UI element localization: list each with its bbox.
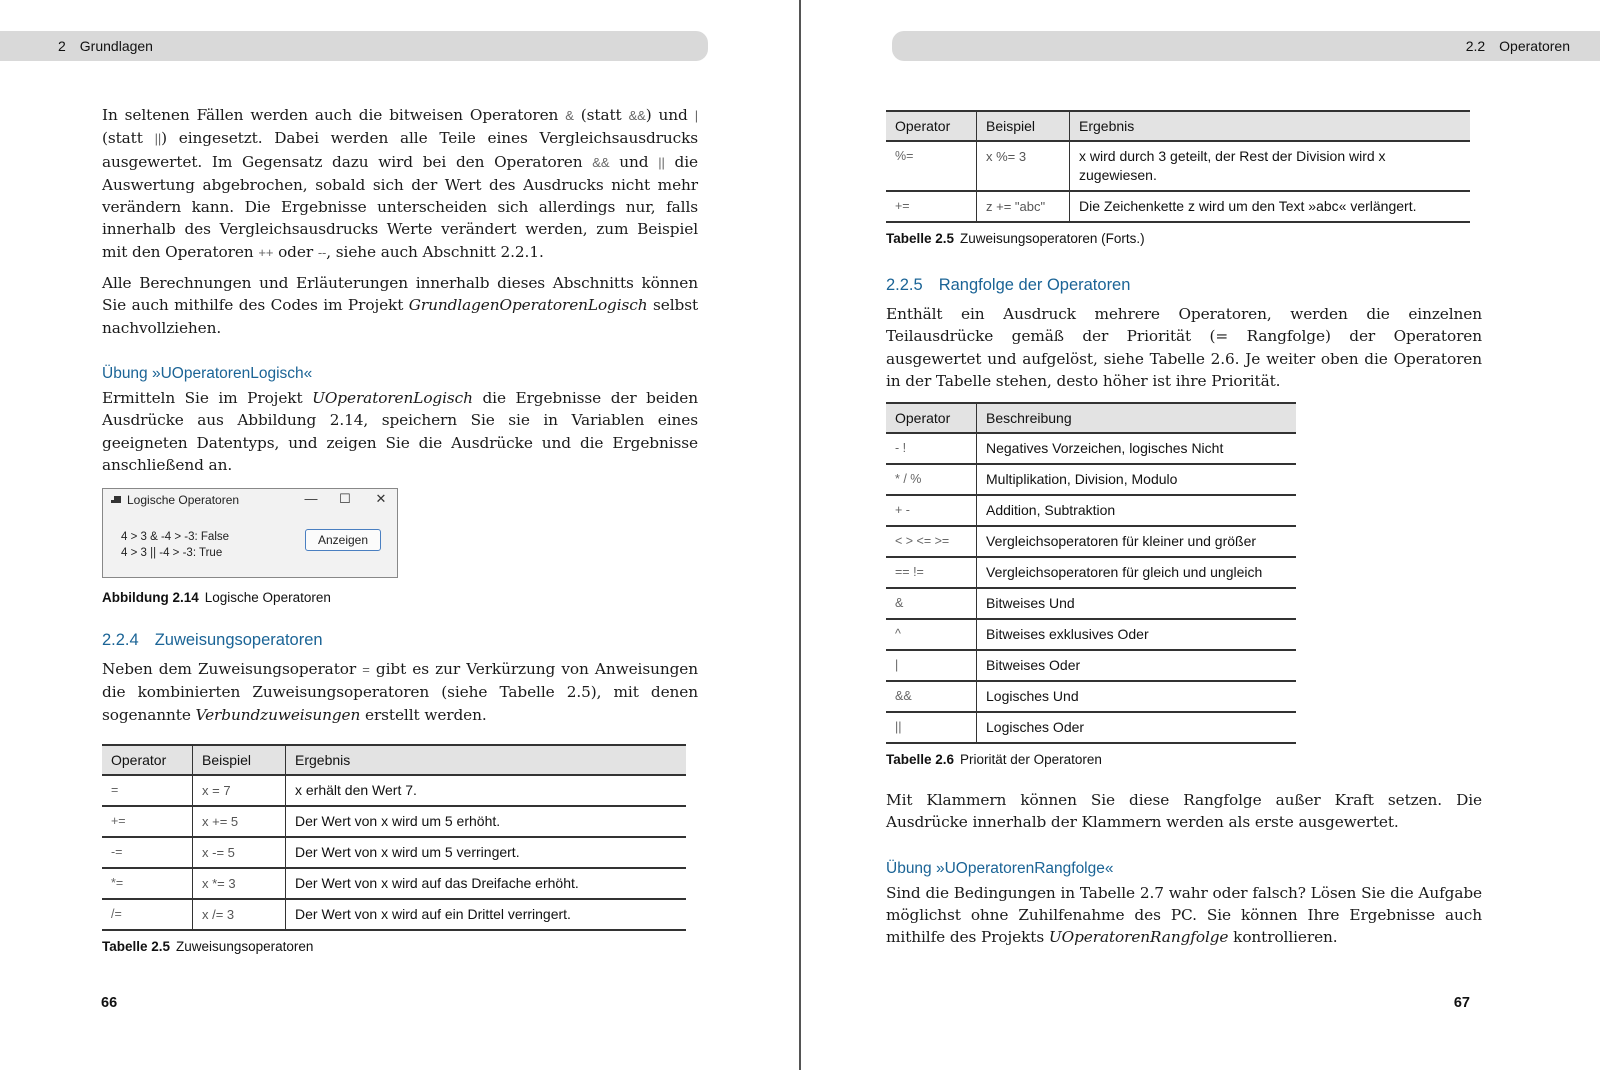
running-head xyxy=(0,31,708,61)
running-head xyxy=(892,31,1600,61)
result-lines xyxy=(121,529,229,561)
assignment-operators-table xyxy=(102,744,686,931)
maximize-icon[interactable]: ☐ xyxy=(339,491,351,507)
table-row: || Logisches Oder xyxy=(886,712,1296,743)
close-icon[interactable]: ✕ xyxy=(375,491,387,507)
figure-caption: Abbildung 2.14 Logische Operatoren xyxy=(102,590,331,606)
table-header-row: Operator Beispiel Ergebnis xyxy=(886,111,1470,141)
table-row: -= x -= 5 Der Wert von x wird um 5 verringert. xyxy=(102,837,686,868)
table-row: ^ Bitweises exklusives Oder xyxy=(886,619,1296,650)
table-row: < > <= >= Vergleichsoperatoren für kleiner und größer xyxy=(886,526,1296,557)
window-title: Logische Operatoren xyxy=(127,493,240,508)
table-row: + - Addition, Subtraktion xyxy=(886,495,1296,526)
table-row: & Bitweises Und xyxy=(886,588,1296,619)
table-caption: Tabelle 2.5 Zuweisungsoperatoren (Forts.) xyxy=(886,231,1145,246)
section-number: 2.2 xyxy=(1465,38,1486,54)
section-heading-2-2-4: 2.2.4 Zuweisungsoperatoren xyxy=(102,631,323,650)
paragraph-precedence: Enthält ein Ausdruck mehrere Operatoren, werden die einzelnen Teilausdrücke gemäß der Priorität (= Rangfolge) der Operatoren ausgewertet und aufgelöst, siehe Tabelle 2.6. Je weiter oben die Operatoren in der Tabelle stehen, desto höher ist ihre Priorität. xyxy=(886,305,1482,390)
paragraph-assignment-intro: Neben dem Zuweisungsoperator = gibt es zur Verkürzung von Anweisungen die kombinierten Zuweisungsoperatoren (siehe Tabelle 2.5), mit denen sogenannte Verbundzuweisungen erstellt werden. xyxy=(102,660,699,724)
table-header-row: Operator Beschreibung xyxy=(886,403,1296,433)
operator-priority-table xyxy=(886,402,1296,744)
table-caption: Tabelle 2.6 Priorität der Operatoren xyxy=(886,752,1102,768)
result-line-or: 4 > 3 || -4 > -3: True xyxy=(121,547,223,560)
exercise-text: Ermitteln Sie im Projekt UOperatorenLogisch die Ergebnisse der beiden Ausdrücke aus Abbildung 2.14, speichern Sie sie in Variablen eines geeigneten Datentyps, und zeigen Sie die Ausdrücke und die Ergebnisse anschließend an. xyxy=(102,388,698,474)
exercise-heading: Übung »UOperatorenLogisch« xyxy=(102,364,313,382)
minimize-icon[interactable]: — xyxy=(304,491,318,507)
table-row: | Bitweises Oder xyxy=(886,650,1296,681)
table-row: - ! Negatives Vorzeichen, logisches Nicht xyxy=(886,433,1296,464)
table-row: == != Vergleichsoperatoren für gleich und ungleich xyxy=(886,557,1296,588)
logic-operators-window-figure xyxy=(102,488,398,578)
exercise-text: Sind die Bedingungen in Tabelle 2.7 wahr oder falsch? Lösen Sie die Aufgabe möglichst ohne Zuhilfenahme des PC. Sie können Ihre Ergebnisse auch mithilfe des Projekts UOperatorenRangfolge kontrollieren. xyxy=(886,883,1482,947)
right-page xyxy=(800,0,1600,1070)
table-row: += x += 5 Der Wert von x wird um 5 erhöht. xyxy=(102,806,686,837)
page-number: 67 xyxy=(1453,995,1470,1011)
paragraph-project-reference: Alle Berechnungen und Erläuterungen innerhalb dieses Abschnitts können Sie auch mithilfe des Codes im Projekt GrundlagenOperatorenLogisch selbst nachvollziehen. xyxy=(102,274,699,337)
table-row: = x = 7 x erhält den Wert 7. xyxy=(102,775,686,806)
table-caption: Tabelle 2.5 Zuweisungsoperatoren xyxy=(102,939,314,955)
section-heading-2-2-5: 2.2.5 Rangfolge der Operatoren xyxy=(886,276,1131,294)
paragraph-bitwise-operators: In seltenen Fällen werden auch die bitweisen Operatoren & (statt &&) und | (statt ||) eingesetzt. Dabei werden alle Teile eines Vergleichsausdrucks ausgewertet. Im Gegensatz dazu wird bei den Operatoren && und || die Auswertung abgebrochen, sobald sich der Wert des Ausdrucks nicht mehr verändern kann. Die Ergebnisse unterscheiden sich allerdings nur, falls innerhalb des Vergleichsausdrucks Werte verändert werden, zum Beispiel mit den Operatoren ++ oder --, siehe auch Abschnitt 2.2.1. xyxy=(102,106,698,261)
app-icon xyxy=(111,496,121,505)
table-row: * / % Multiplikation, Division, Modulo xyxy=(886,464,1296,495)
chapter-number: 2 xyxy=(58,38,66,54)
table-row: && Logisches Und xyxy=(886,681,1296,712)
assignment-operators-table-continued xyxy=(886,110,1470,223)
table-header-row: Operator Beispiel Ergebnis xyxy=(102,745,686,775)
chapter-title: Grundlagen xyxy=(79,38,153,54)
table-row: /= x /= 3 Der Wert von x wird auf ein Drittel verringert. xyxy=(102,899,686,930)
paragraph-parentheses: Mit Klammern können Sie diese Rangfolge außer Kraft setzen. Die Ausdrücke innerhalb der Klammern werden als erste ausgewertet. xyxy=(886,791,1482,832)
anzeigen-button[interactable]: Anzeigen xyxy=(305,529,381,551)
table-row: %= x %= 3 x wird durch 3 geteilt, der Rest der Division wird x zugewiesen. xyxy=(886,141,1470,191)
exercise-heading: Übung »UOperatorenRangfolge« xyxy=(886,859,1114,877)
table-row: += z += "abc" Die Zeichenkette z wird um den Text »abc« verlängert. xyxy=(886,191,1470,222)
table-row: *= x *= 3 Der Wert von x wird auf das Dreifache erhöht. xyxy=(102,868,686,899)
result-line-and: 4 > 3 & -4 > -3: False xyxy=(121,531,230,544)
page-number: 66 xyxy=(101,995,118,1011)
section-title: Operatoren xyxy=(1499,38,1570,54)
